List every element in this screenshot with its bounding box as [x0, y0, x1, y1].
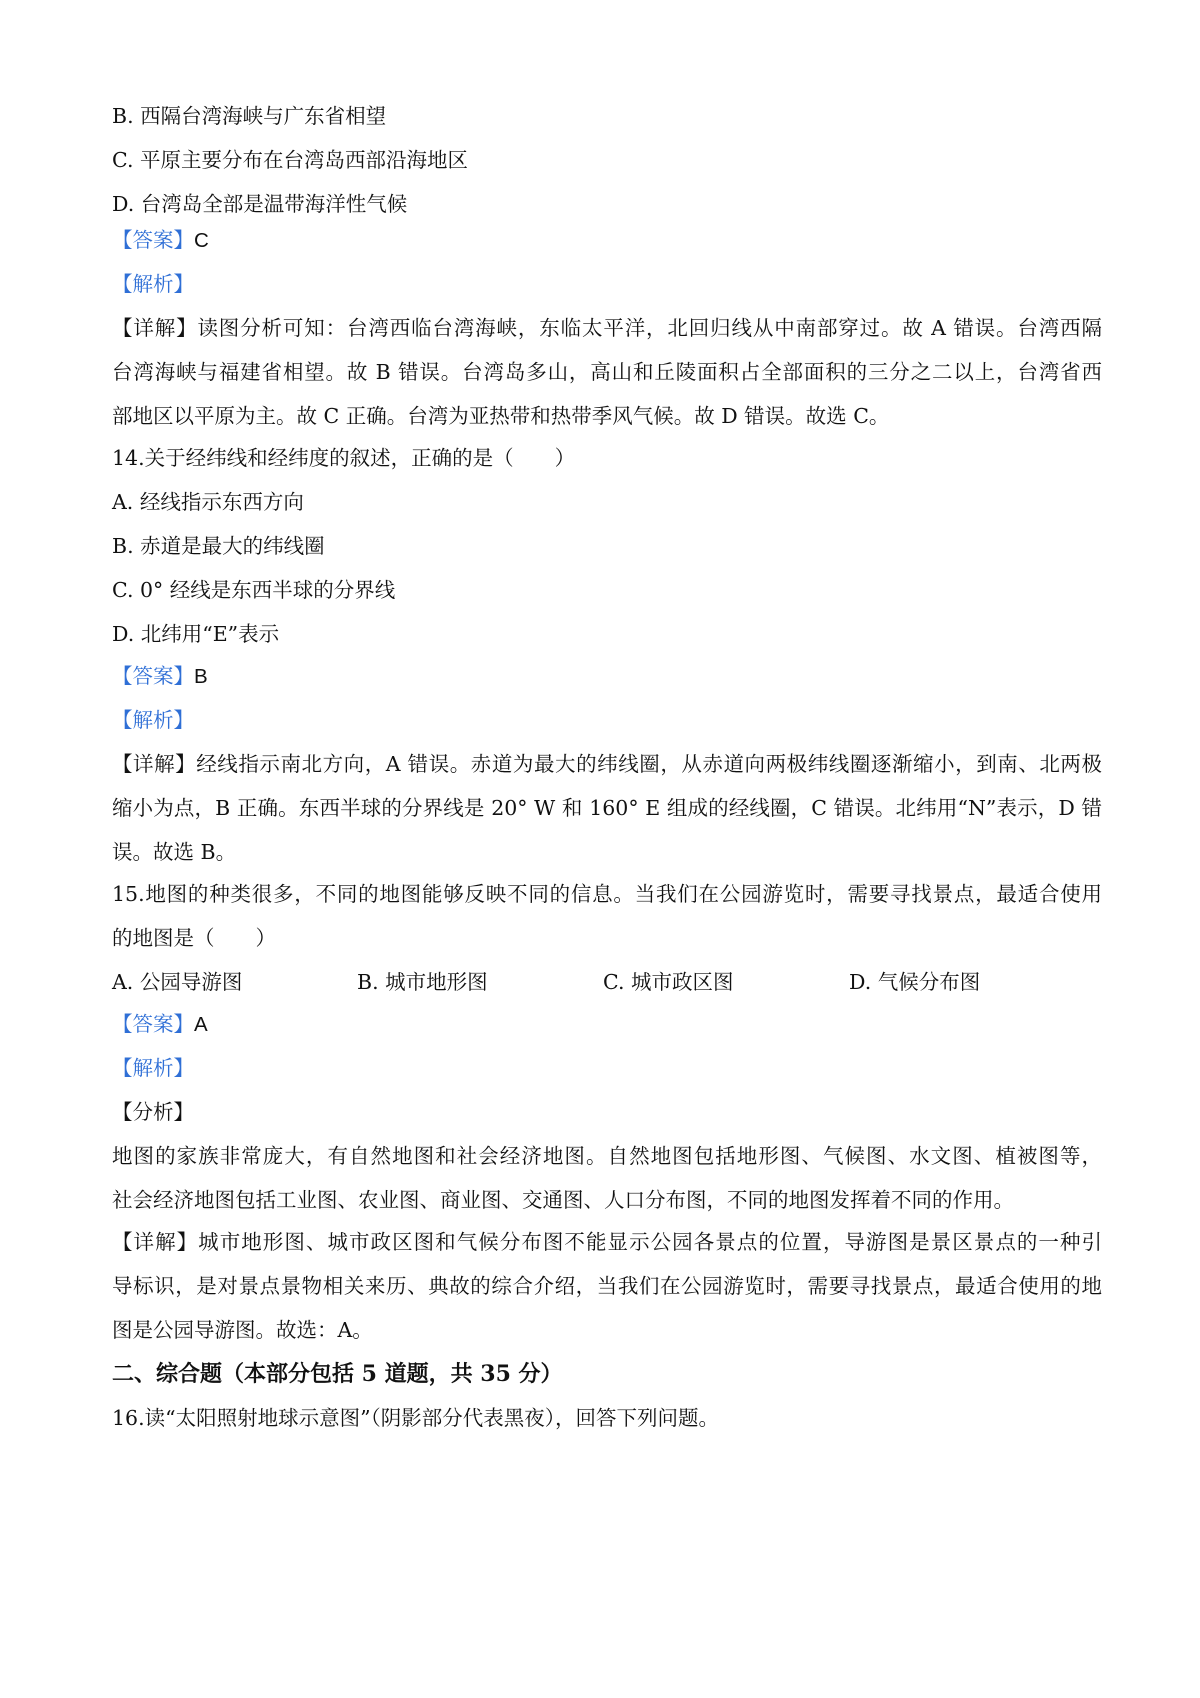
q15-fenxi-line: 社会经济地图包括工业图、农业图、商业图、交通图、人口分布图，不同的地图发挥着不同的作用。	[112, 1188, 1014, 1212]
q15-detail-line: 图是公园导游图。故选：A。	[112, 1318, 373, 1342]
q14-option-b: B. 赤道是最大的纬线圈	[112, 534, 325, 558]
answer-tag: 【答案】	[112, 664, 194, 688]
answer-value: A	[194, 1013, 208, 1036]
q15-answer-row	[112, 1010, 1102, 1039]
q15-stem-line: 的地图是（ ）	[112, 926, 276, 950]
q16-stem: 16.读“太阳照射地球示意图”（阴影部分代表黑夜），回答下列问题。	[112, 1406, 720, 1430]
q14-detail-line: 缩小为点，B 正确。东西半球的分界线是 20° W 和 160° E 组成的经线圈，C 错误。北纬用“N”表示，D 错	[112, 796, 1102, 820]
q15-option-c: C. 城市政区图	[603, 970, 734, 994]
q14-stem: 14.关于经纬线和经纬度的叙述，正确的是（ ）	[112, 446, 576, 470]
q15-option-d: D. 气候分布图	[849, 970, 981, 994]
q13-detail-line: 部地区以平原为主。故 C 正确。台湾为亚热带和热带季风气候。故 D 错误。故选 C。	[112, 404, 890, 428]
q15-fenxi-line: 地图的家族非常庞大，有自然地图和社会经济地图。自然地图包括地形图、气候图、水文图、植被图等，	[112, 1144, 1102, 1168]
q13-detail-line: 【详解】读图分析可知：台湾西临台湾海峡，东临太平洋，北回归线从中南部穿过。故 A 错误。台湾西隔	[112, 316, 1102, 340]
q14-option-d: D. 北纬用“E”表示	[112, 622, 280, 646]
section-heading: 二、综合题（本部分包括 5 道题，共 35 分）	[112, 1361, 563, 1387]
q13-option-b: B. 西隔台湾海峡与广东省相望	[112, 104, 387, 128]
q14-detail-line: 【详解】经线指示南北方向，A 错误。赤道为最大的纬线圈，从赤道向两极纬线圈逐渐缩小，到南、北两极	[112, 752, 1102, 776]
q14-option-a: A. 经线指示东西方向	[112, 490, 304, 514]
q13-detail-line: 台湾海峡与福建省相望。故 B 错误。台湾岛多山，高山和丘陵面积占全部面积的三分之二以上，台湾省西	[112, 360, 1102, 384]
q13-answer-row	[112, 226, 1102, 255]
q13-option-d: D. 台湾岛全部是温带海洋性气候	[112, 192, 408, 216]
q14-option-c: C. 0° 经线是东西半球的分界线	[112, 578, 396, 602]
answer-tag: 【答案】	[112, 1012, 194, 1036]
q14-detail-line: 误。故选 B。	[112, 840, 237, 864]
q15-options-row	[112, 968, 1102, 996]
q13-analysis-tag: 【解析】	[112, 272, 194, 296]
q15-option-b: B. 城市地形图	[357, 970, 488, 994]
q15-fenxi-tag: 【分析】	[112, 1100, 194, 1124]
q15-option-a: A. 公园导游图	[112, 970, 243, 994]
q15-detail-line: 【详解】城市地形图、城市政区图和气候分布图不能显示公园各景点的位置，导游图是景区景点的一种引	[112, 1230, 1102, 1254]
q14-answer-row	[112, 662, 1102, 691]
q15-detail-line: 导标识，是对景点景物相关来历、典故的综合介绍，当我们在公园游览时，需要寻找景点，最适合使用的地	[112, 1274, 1102, 1298]
answer-value: B	[194, 665, 208, 688]
q15-analysis-tag: 【解析】	[112, 1056, 194, 1080]
answer-value: C	[194, 229, 209, 252]
q13-option-c: C. 平原主要分布在台湾岛西部沿海地区	[112, 148, 468, 172]
q15-stem-line: 15.地图的种类很多，不同的地图能够反映不同的信息。当我们在公园游览时，需要寻找景点，最适合使用	[112, 882, 1102, 906]
answer-tag: 【答案】	[112, 228, 194, 252]
q14-analysis-tag: 【解析】	[112, 708, 194, 732]
